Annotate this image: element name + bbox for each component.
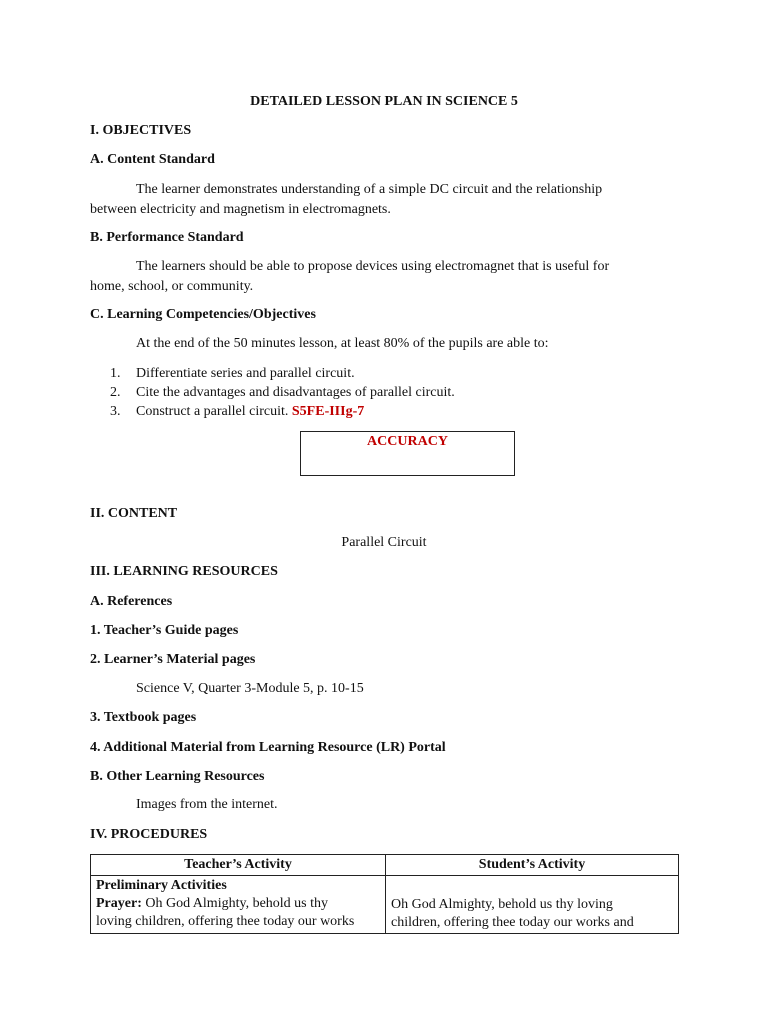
teachers-guide-heading: 1. Teacher’s Guide pages [90, 623, 239, 638]
prayer-label: Prayer: [96, 896, 142, 911]
document-title: DETAILED LESSON PLAN IN SCIENCE 5 [250, 94, 518, 109]
references-heading: A. References [90, 594, 173, 609]
list-item: 2. Cite the advantages and disadvantages of parallel circuit. [110, 385, 455, 400]
student-activity-header: Student’s Activity [386, 855, 679, 876]
other-resources-value: Images from the internet. [136, 797, 278, 812]
resources-heading: III. LEARNING RESOURCES [90, 564, 278, 579]
other-resources-heading: B. Other Learning Resources [90, 769, 265, 784]
textbook-heading: 3. Textbook pages [90, 710, 197, 725]
objectives-heading: I. OBJECTIVES [90, 123, 192, 138]
table-row [91, 876, 679, 934]
list-item: 3. Construct a parallel circuit. S5FE-IIIg-7 [110, 404, 365, 419]
performance-standard-heading: B. Performance Standard [90, 230, 244, 245]
additional-material-heading: 4. Additional Material from Learning Resource (LR) Portal [90, 740, 446, 755]
preliminary-label: Preliminary Activities [96, 878, 227, 893]
performance-standard-text: The learners should be able to propose devices using electromagnet that is useful for home, school, or community. [90, 259, 610, 294]
content-standard-heading: A. Content Standard [90, 152, 215, 167]
teacher-activity-cell: Preliminary Activities Prayer: Oh God Almighty, behold us thy loving children, offering thee today our works [91, 876, 386, 934]
teacher-activity-header: Teacher’s Activity [91, 855, 386, 876]
learners-material-heading: 2. Learner’s Material pages [90, 652, 256, 667]
list-item: 1. Differentiate series and parallel circuit. [110, 366, 355, 381]
value-box-label: ACCURACY [367, 434, 448, 449]
content-standard-text: The learner demonstrates understanding of a simple DC circuit and the relationship between electricity and magnetism in electromagnets. [90, 182, 603, 217]
value-box [300, 431, 515, 476]
learners-material-value: Science V, Quarter 3-Module 5, p. 10-15 [136, 681, 364, 696]
table-header-row [91, 855, 679, 876]
procedures-table [90, 854, 679, 934]
content-topic: Parallel Circuit [341, 535, 427, 550]
competencies-list [90, 364, 455, 421]
competencies-intro: At the end of the 50 minutes lesson, at least 80% of the pupils are able to: [136, 336, 549, 351]
competencies-heading: C. Learning Competencies/Objectives [90, 307, 316, 322]
content-heading: II. CONTENT [90, 506, 178, 521]
competency-code: S5FE-IIIg-7 [291, 404, 365, 419]
student-activity-cell: Oh God Almighty, behold us thy loving children, offering thee today our works and [386, 876, 679, 934]
procedures-heading: IV. PROCEDURES [90, 827, 208, 842]
